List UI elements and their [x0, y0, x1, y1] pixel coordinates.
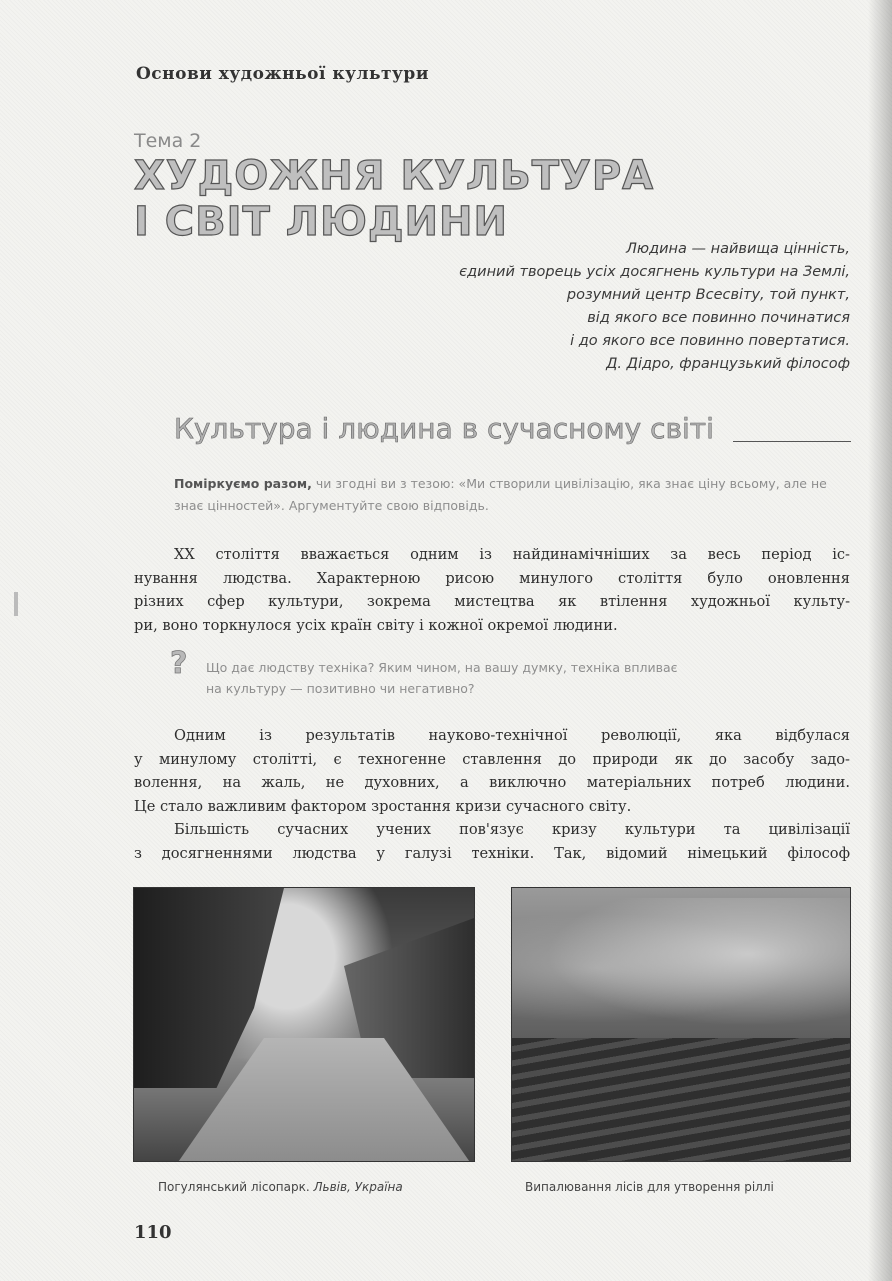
caption-place: Львів, Україна	[313, 1180, 403, 1194]
question-block	[206, 657, 826, 699]
epigraph-line: Людина — найвища цінність,	[625, 241, 850, 257]
topic-title-line: І СВІТ ЛЮДИНИ	[134, 199, 508, 245]
paragraph-line: ри, воно торкнулося усіх країн світу і кожної окремої людини.	[134, 616, 618, 634]
section-heading: Культура і людина в сучасному світі	[174, 412, 714, 445]
epigraph-line: і до якого все повинно повертатися.	[570, 333, 850, 349]
figure-caption: Випалювання лісів для утворення ріллі	[525, 1180, 774, 1194]
epigraph-line: розумний центр Всесвіту, той пункт,	[566, 287, 850, 303]
paragraph-line: різних сфер культури, зокрема мистецтва як втілення художньої культу-	[134, 593, 850, 611]
think-together-block	[174, 473, 850, 517]
question-mark-icon: ?	[170, 646, 188, 681]
photo-smoke	[512, 898, 850, 1038]
paragraph-line: у минулому столітті, є техногенне ставлення до природи як до засобу задо-	[134, 750, 850, 768]
page-gutter-shadow	[868, 0, 892, 1281]
page-edge-mark	[14, 592, 18, 616]
epigraph-line: єдиний творець усіх досягнень культури на Землі,	[459, 264, 850, 280]
topic-title	[134, 153, 654, 245]
paragraph-line: волення, на жаль, не духовних, а виключно матеріальних потреб людини.	[134, 774, 850, 792]
caption-text: Погулянський лісопарк.	[158, 1180, 314, 1194]
forest-burning-photo	[511, 887, 851, 1162]
figure-caption	[158, 1180, 403, 1194]
running-head: Основи художньої культури	[136, 64, 429, 84]
paragraph	[134, 724, 850, 866]
question-line: на культуру — позитивно чи негативно?	[206, 681, 475, 696]
forest-park-photo	[133, 887, 475, 1162]
epigraph-author: Д. Дідро, французький філософ	[606, 356, 850, 372]
epigraph	[290, 238, 850, 376]
paragraph-line: з досягненнями людства у галузі техніки. Так, відомий німецький філософ	[134, 844, 850, 862]
epigraph-line: від якого все повинно починатися	[587, 310, 850, 326]
photo-field	[512, 1038, 850, 1161]
question-line: Що дає людству техніка? Яким чином, на вашу думку, техніка впливає	[206, 660, 678, 675]
think-together-text: чи згодні ви з тезою: «Ми створили цивілізацію, яка знає ціну всьому, але не знає цінностей». Аргументуйте свою відповідь.	[174, 476, 827, 513]
topic-title-line: ХУДОЖНЯ КУЛЬТУРА	[134, 153, 655, 199]
paragraph-line: Це стало важливим фактором зростання кризи сучасного світу.	[134, 797, 632, 815]
paragraph	[134, 543, 850, 637]
paragraph-line: Одним із результатів науково-технічної революції, яка відбулася	[174, 727, 850, 744]
topic-label: Тема 2	[134, 130, 202, 152]
paragraph-line: Більшість сучасних учених пов'язує кризу культури та цивілізації	[174, 821, 850, 839]
paragraph-line: ХХ століття вважається одним із найдинамічніших за весь період іс-	[174, 546, 850, 563]
think-together-lead: Поміркуємо разом,	[174, 476, 312, 491]
page-number: 110	[134, 1222, 172, 1243]
section-heading-rule	[733, 441, 851, 442]
paragraph-line: нування людства. Характерною рисою минулого століття було оновлення	[134, 569, 850, 587]
